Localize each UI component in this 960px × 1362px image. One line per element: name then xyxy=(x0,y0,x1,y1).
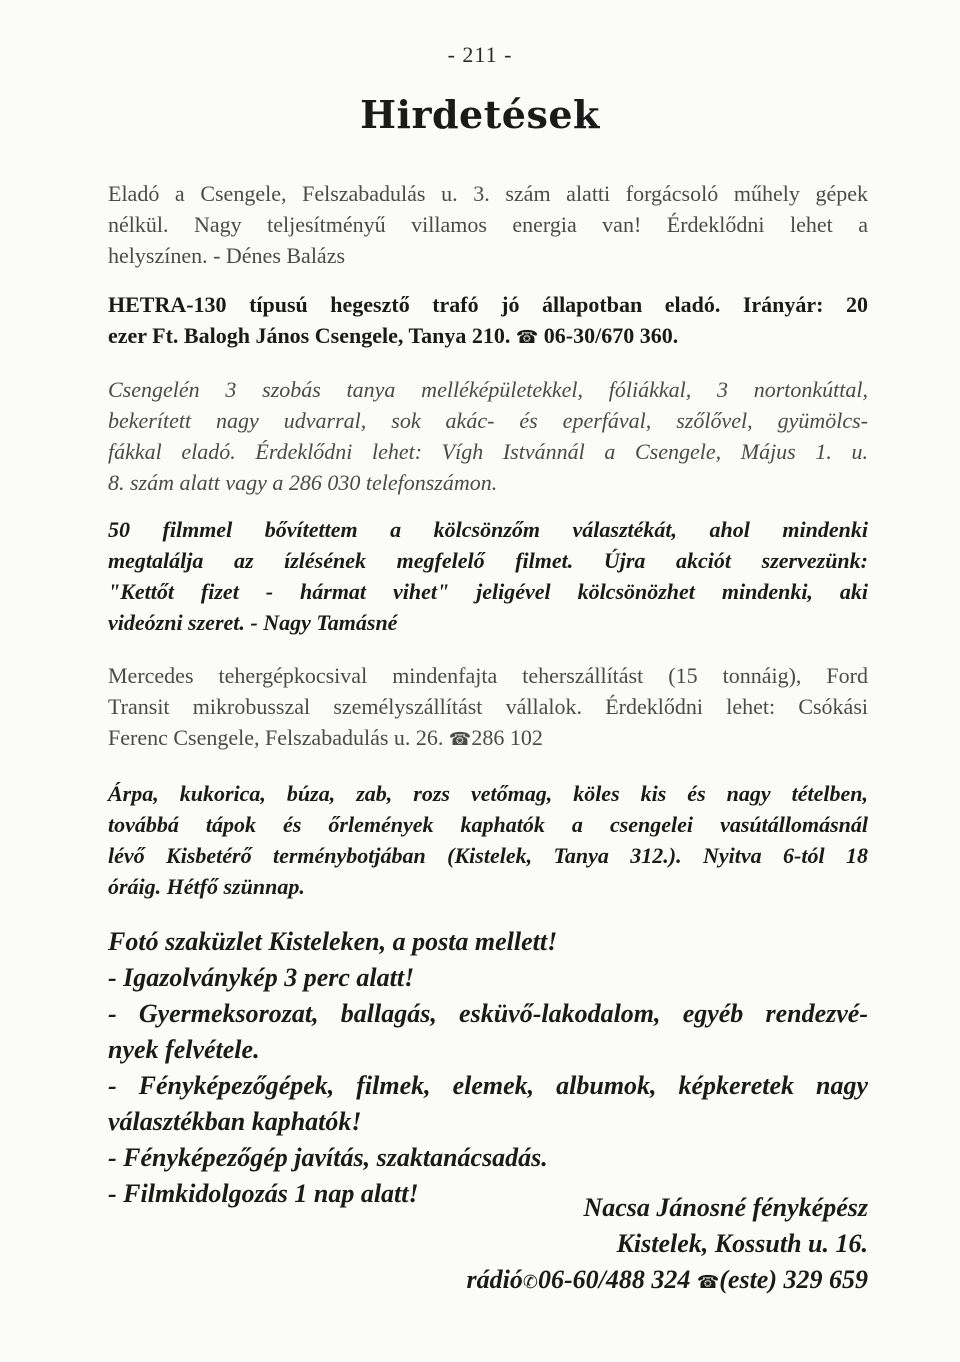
phone-icon: ☎ xyxy=(515,327,539,348)
ad-photo-shop-signature xyxy=(108,1190,868,1301)
ad-line: - Gyermeksorozat, ballagás, esküvő-lakodalom, egyéb rendezvé- xyxy=(108,999,868,1028)
radio-phone-icon: ✆ xyxy=(522,1272,538,1293)
ad-line: nélkül. Nagy teljesítményű villamos energia van! Érdeklődni lehet a xyxy=(108,212,868,237)
ad-line: fákkal eladó. Érdeklődni lehet: Vígh Istvánnál a Csengele, Május 1. u. xyxy=(108,439,868,464)
ad-line: Csengelén 3 szobás tanya melléképületekkel, fóliákkal, 3 nortonkúttal, xyxy=(108,377,868,402)
ad-text: ezer Ft. Balogh János Csengele, Tanya 210. xyxy=(108,323,511,348)
ad-line: 8. szám alatt vagy a 286 030 telefonszámon. xyxy=(108,470,498,495)
ad-line xyxy=(108,320,868,353)
ad-grain-seeds xyxy=(108,778,868,902)
evening-phone-number: (este) 329 659 xyxy=(719,1265,868,1294)
ad-line: lévő Kisbetérő terménybotjában (Kistelek, Tanya 312.). Nyitva 6-tól 18 xyxy=(108,843,868,868)
phone-icon: ☎ xyxy=(696,1272,720,1293)
ad-line: Fotó szaküzlet Kisteleken, a posta mellett! xyxy=(108,927,558,956)
ad-line: bekerített nagy udvarral, sok akác- és eperfával, szőlővel, gyümölcs- xyxy=(108,408,868,433)
ad-line: - Igazolványkép 3 perc alatt! xyxy=(108,963,415,992)
ad-line: Árpa, kukorica, búza, zab, rozs vetőmag, köles kis és nagy tételben, xyxy=(108,781,868,806)
phone-number: 06-30/670 360. xyxy=(543,323,679,348)
ad-line: HETRA-130 típusú hegesztő trafó jó állapotban eladó. Irányár: 20 xyxy=(108,292,868,317)
radio-label: rádió xyxy=(466,1265,523,1294)
radio-phone-number: 06-60/488 324 xyxy=(537,1265,691,1294)
ad-line: nyek felvétele. xyxy=(108,1035,260,1064)
ad-line: Mercedes tehergépkocsival mindenfajta teherszállítást (15 tonnáig), Ford xyxy=(108,663,868,688)
ad-farmhouse xyxy=(108,374,868,498)
phone-icon: ☎ xyxy=(448,729,472,750)
ad-video-rental xyxy=(108,514,868,638)
ad-workshop-machines xyxy=(108,178,868,271)
ad-photo-shop xyxy=(108,924,868,1212)
ad-line: Transit mikrobusszal személyszállítást vállalok. Érdeklődni lehet: Csókási xyxy=(108,694,868,719)
ad-line: - Filmkidolgozás 1 nap alatt! xyxy=(108,1179,419,1208)
signature-phones xyxy=(108,1262,868,1301)
ad-line: 50 filmmel bővítettem a kölcsönzőm választékát, ahol mindenki xyxy=(108,517,868,542)
page-number: - 211 - xyxy=(447,42,513,67)
ad-line xyxy=(108,722,868,755)
ad-line: megtalálja az ízlésének megfelelő filmet. Újra akciót szervezünk: xyxy=(108,548,868,573)
ad-line: Eladó a Csengele, Felszabadulás u. 3. szám alatti forgácsoló műhely gépek xyxy=(108,181,868,206)
ad-line: továbbá tápok és őrlemények kaphatók a csengelei vasútállomásnál xyxy=(108,812,868,837)
ad-line: helyszínen. - Dénes Balázs xyxy=(108,243,346,268)
signature-address: Kistelek, Kossuth u. 16. xyxy=(616,1229,868,1258)
ad-welder xyxy=(108,289,868,353)
phone-number: 286 102 xyxy=(471,725,543,750)
ad-line: videózni szeret. - Nagy Tamásné xyxy=(108,610,398,635)
ad-text: Ferenc Csengele, Felszabadulás u. 26. xyxy=(108,725,444,750)
ad-line: - Fényképezőgép javítás, szaktanácsadás. xyxy=(108,1143,548,1172)
ad-transport xyxy=(108,660,868,755)
ad-line: választékban kaphatók! xyxy=(108,1107,362,1136)
ad-line: óráig. Hétfő szünnap. xyxy=(108,874,305,899)
page-title: Hirdetések xyxy=(360,92,600,137)
ad-line: "Kettőt fizet - hármat vihet" jeligével kölcsönözhet mindenki, aki xyxy=(108,579,868,604)
ad-line: - Fényképezőgépek, filmek, elemek, albumok, képkeretek nagy xyxy=(108,1071,868,1100)
signature-name: Nacsa Jánosné fényképész xyxy=(583,1193,868,1222)
